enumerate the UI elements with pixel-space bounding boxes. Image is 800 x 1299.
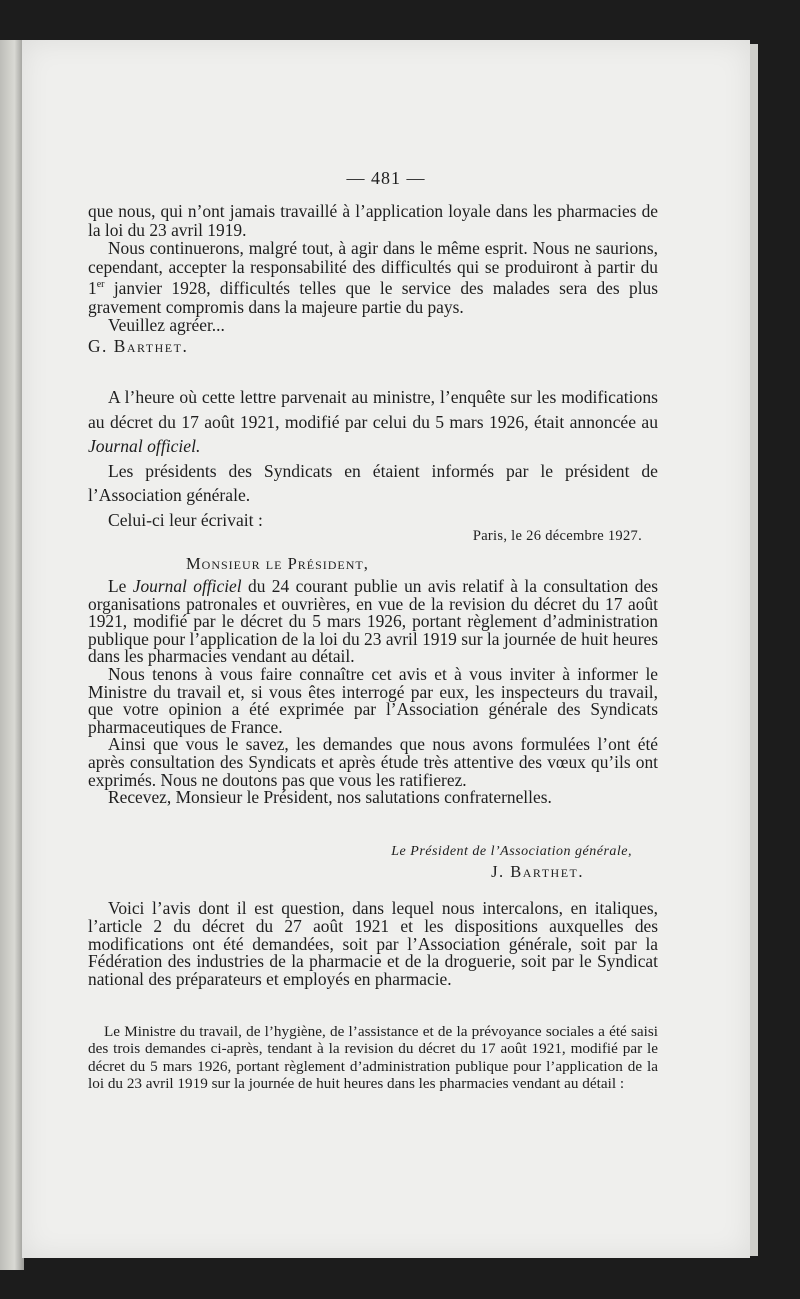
superscript: er bbox=[96, 279, 105, 291]
italic-run: Journal officiel. bbox=[88, 436, 201, 456]
paragraph: Recevez, Monsieur le Président, nos salutations confraternelles. bbox=[108, 787, 552, 808]
left-page-edge bbox=[0, 40, 24, 1270]
decree-notice-block bbox=[88, 1023, 658, 1092]
paragraph: Veuillez agréer... bbox=[108, 315, 225, 336]
italic-run: Journal officiel bbox=[132, 576, 242, 596]
text-run: Le bbox=[108, 576, 133, 596]
paragraph: que nous, qui n’ont jamais travaillé à l’application loyale dans les pharmacies de la loi du 23 avril 1919. bbox=[88, 201, 658, 240]
closing-title: Le Président de l’Association générale, bbox=[391, 844, 632, 859]
paragraph: Les présidents des Syndicats en étaient informés par le président de l’Association générale. bbox=[88, 460, 658, 505]
text-run: A l’heure où cette lettre parvenait au ministre, l’enquête sur les modifications au décret du 17 août 1921, modifié par celui du 5 mars 1926, était annoncée au bbox=[88, 387, 658, 432]
text-run: janvier 1928, difficultés telles que le service des malades sera des plus gravement compromis dans la majeure partie du pays. bbox=[88, 278, 658, 317]
paragraph bbox=[88, 239, 658, 316]
paragraph: Celui-ci leur écrivait : bbox=[108, 509, 263, 530]
text-run: du 24 courant publie un avis relatif à la consultation des organisations patronales et ouvrières, en vue de la revision du décret du 17 août 1921, modifié par le décret du 5 mars 1926, portant règlement d’administration publique pour l’application de la loi du 23 avril 1919 sur la journée de huit heures dans les pharmacies vendant au détail. bbox=[88, 576, 658, 667]
paragraph bbox=[88, 385, 658, 459]
page-number: — 481 — bbox=[346, 168, 426, 188]
dateline: Paris, le 26 décembre 1927. bbox=[472, 528, 642, 544]
salutation: Monsieur le Président, bbox=[186, 554, 369, 573]
book-page bbox=[22, 40, 750, 1258]
paragraph bbox=[88, 578, 658, 666]
text-run: Nous continuerons, malgré tout, à agir dans le même esprit. Nous ne saurions, cependant, accepter la responsabilité des difficultés qui se produiront à partir du 1 bbox=[88, 238, 658, 299]
paragraph: Le Ministre du travail, de l’hygiène, de l’assistance et de la prévoyance sociales a été saisi des trois demandes ci-après, tendant à la revision du décret du 17 août 1921, modifié par le décret du 5 mars 1926, portant règlement d’administration publique pour l’application de la loi du 23 avril 1919 sur la journée de huit heures dans les pharmacies vendant au détail : bbox=[88, 1023, 658, 1092]
closing-signature: J. Barthet. bbox=[491, 862, 584, 881]
letter-body bbox=[88, 578, 658, 807]
paragraph: Ainsi que vous le savez, les demandes que nous avons formulées l’ont été après consultation des Syndicats et après étude très attentive des vœux qu’ils ont exprimés. Nous ne doutons pas que vous les ratifierez. bbox=[88, 734, 658, 790]
signature: G. Barthet. bbox=[88, 335, 189, 356]
commentary-block bbox=[88, 900, 658, 989]
narrative-block bbox=[88, 385, 658, 532]
letter-ending-block bbox=[88, 202, 658, 356]
paragraph: Nous tenons à vous faire connaître cet avis et à vous inviter à informer le Ministre du travail et, si vous êtes interrogé par eux, les inspecteurs du travail, que votre opinion a été exprimée par l’Association générale des Syndicats pharmaceutiques de France. bbox=[88, 663, 658, 737]
paragraph: Voici l’avis dont il est question, dans lequel nous intercalons, en italiques, l’article 2 du décret du 27 août 1921 et les dispositions auxquelles des modifications ont été demandées, soit par l’Association générale, soit par la Fédération des industries de la pharmacie et de la droguerie, soit par le Syndicat national des préparateurs et employés en pharmacie. bbox=[88, 898, 658, 990]
